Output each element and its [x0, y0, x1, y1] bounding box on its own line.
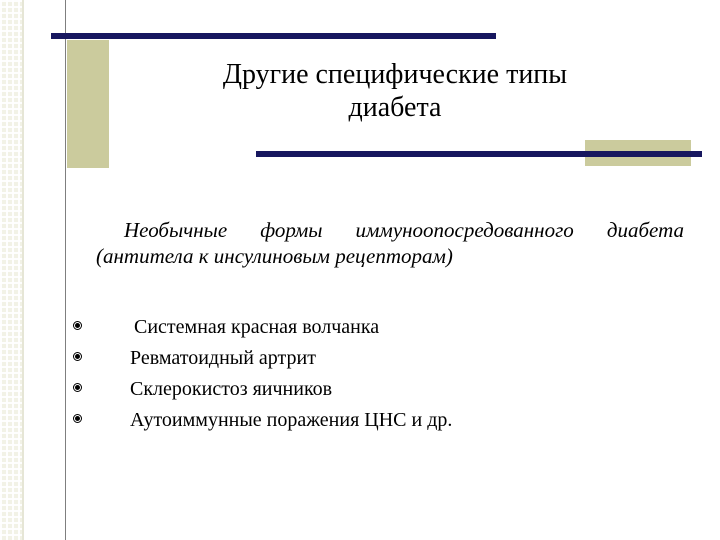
slide-title-line-2: диабета: [348, 92, 442, 123]
list-item: [0, 408, 720, 439]
list-item: [0, 346, 720, 377]
slide-title: [120, 58, 670, 124]
bullet-icon: [73, 321, 82, 330]
bullet-text: Системная красная волчанка: [134, 316, 380, 338]
slide-title-line-1: Другие специфические типы: [222, 59, 568, 90]
list-item: [0, 377, 720, 408]
bullet-icon: [73, 352, 82, 361]
grid-stripe-edge: [22, 0, 24, 540]
decorative-bar-top: [51, 33, 496, 39]
intro-paragraph: Необычные формы иммуноопосредованного диабета (антитела к инсулиновым рецепторам): [96, 218, 684, 268]
bullet-text: Аутоиммунные поражения ЦНС и др.: [130, 409, 453, 431]
bullet-text: Ревматоидный артрит: [130, 347, 316, 369]
bullet-icon: [73, 414, 82, 423]
bullet-icon: [73, 383, 82, 392]
decorative-grid-stripe: [0, 0, 22, 540]
vertical-divider-line: [65, 0, 66, 540]
list-item: [0, 315, 720, 346]
decorative-block-left: [67, 40, 109, 168]
bullet-text: Склерокистоз яичников: [130, 378, 333, 400]
bullet-list: [0, 315, 720, 439]
decorative-bar-bottom: [256, 151, 702, 157]
